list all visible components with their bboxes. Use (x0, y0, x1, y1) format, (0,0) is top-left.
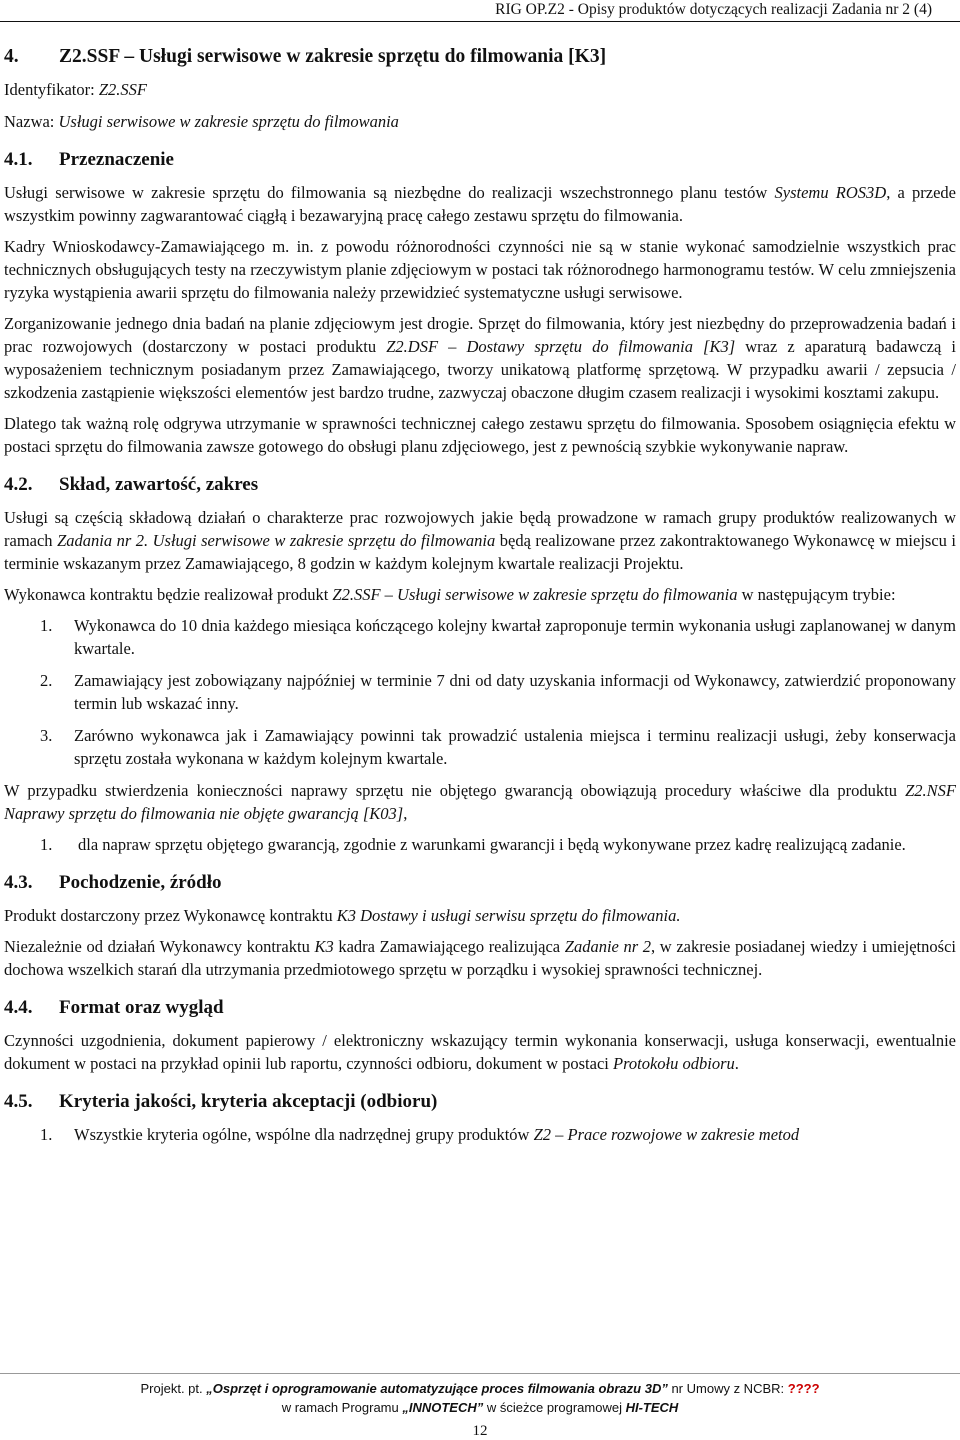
subsection-number: 4.4. (4, 997, 33, 1018)
text-run: będą realizowane przez zakontraktowanego Wykonawcę w miejscu i terminie wskazanym przez Zamawiającego, 8 godzin w każdym kolejnym kwartale realizacji Projektu. (4, 531, 956, 573)
list-item (4, 724, 956, 770)
subsection-title: Skład, zawartość, zakres (59, 474, 259, 495)
name-value: Usługi serwisowe w zakresie sprzętu do filmowania (58, 112, 399, 131)
paragraph (4, 935, 956, 981)
list-text: Wykonawca do 10 dnia każdego miesiąca kończącego kolejny kwartał zaproponuje termin wykonania usługi zaplanowanej w danym kwartale. (74, 616, 956, 658)
list-item (4, 614, 956, 660)
subsection-number: 4.1. (4, 149, 33, 170)
paragraph (4, 312, 956, 404)
text-run-italic: Zadania nr 2. Usługi serwisowe w zakresie sprzętu do filmowania (57, 531, 496, 550)
text-run: w następującym trybie: (737, 585, 896, 604)
paragraph (4, 506, 956, 575)
text-run-italic: Zadanie nr 2 (564, 937, 652, 956)
document-body (4, 44, 956, 1155)
text-run-italic: Z2.DSF – Dostawy sprzętu do filmowania [K3] (386, 337, 736, 356)
list-number: 1. (40, 616, 53, 635)
list-item (4, 833, 956, 856)
subsection-heading-4-2 (4, 472, 956, 498)
list-number: 2. (40, 671, 53, 690)
paragraph (4, 904, 956, 927)
subsection-heading-4-5 (4, 1089, 956, 1115)
text-run: . (734, 1054, 739, 1073)
text-run: Usługi są częścią składową działań o charakterze prac rozwojowych jakie będą prowadzone w ramach grupy produktów realizowanych w ramach (4, 508, 956, 550)
subsection-heading-4-3 (4, 870, 956, 896)
text-run: Projekt. pt. (140, 1381, 207, 1396)
text-run: Produkt dostarczony przez Wykonawcę kontraktu (4, 906, 337, 925)
footer-line-2 (0, 1398, 960, 1417)
text-run: nr Umowy z NCBR: (667, 1381, 788, 1396)
numbered-list (4, 614, 956, 770)
text-run: W przypadku stwierdzenia konieczności naprawy sprzętu nie objętego gwarancją obowiązują procedury właściwe dla produktu (4, 781, 906, 800)
contract-number: ???? (787, 1381, 820, 1396)
list-text: Zarówno wykonawca jak i Zamawiający powinni tak prowadzić ustalenia miejsca i terminu realizacji usługi, żeby konserwacja sprzętu została wykonana w każdym kolejnym kwartale. (74, 726, 956, 768)
project-title: „Osprzęt i oprogramowanie automatyzujące proces filmowania obrazu 3D” (206, 1381, 668, 1396)
text-run: , w zakresie posiadanej wiedzy i umiejętności dochowa wszelkich starań dla utrzymania przedmiotowego sprzętu w porządku i wysokiej sprawności technicznej. (4, 937, 956, 979)
text-run: w ścieżce programowej (483, 1400, 626, 1415)
page-footer (0, 1379, 960, 1417)
text-run-italic: K3 (314, 937, 334, 956)
subsection-number: 4.3. (4, 872, 33, 893)
name-label: Nazwa: (4, 112, 59, 131)
footer-rule (0, 1373, 960, 1374)
identifier-label: Identyfikator: (4, 80, 99, 99)
subsection-number: 4.2. (4, 474, 33, 495)
paragraph: Kadry Wnioskodawcy-Zamawiającego m. in. z powodu różnorodności czynności nie są w stanie wykonać samodzielnie wszystkich prac technicznych obsługujących testy na rzeczywistym planie zdjęciowym w postaci tak różnorodnego harmonogramu testów. W celu zmniejszenia ryzyka wystąpienia awarii sprzętu do filmowania należy przewidzieć systematyczne usługi serwisowe. (4, 237, 956, 302)
text-run: Czynności uzgodnienia, dokument papierowy / elektroniczny wskazujący termin wykonania konserwacji, usługa konserwacji, ewentualnie dokument w postaci na przykład opinii lub raportu, czynności odbioru, dokument w postaci (4, 1031, 956, 1073)
identifier-line (4, 78, 956, 101)
list-text: Zamawiający jest zobowiązany najpóźniej w terminie 7 dni od daty uzyskania informacji od Wykonawcy, zatwierdzić proponowany termin lub wskazać inny. (74, 671, 956, 713)
text-run-italic: Z2.SSF – Usługi serwisowe w zakresie sprzętu do filmowania (332, 585, 738, 604)
text-run-italic: Systemu ROS3D (774, 183, 887, 202)
list-text: Wszystkie kryteria ogólne, wspólne dla nadrzędnej grupy produktów (74, 1125, 534, 1144)
subsection-title: Pochodzenie, źródło (59, 872, 222, 893)
text-run: Niezależnie od działań Wykonawcy kontraktu (4, 937, 315, 956)
numbered-list (4, 833, 956, 856)
list-item (4, 1123, 956, 1146)
text-run-italic: K3 Dostawy i usługi serwisu sprzętu do filmowania. (336, 906, 681, 925)
page-number: 12 (472, 1423, 488, 1439)
paragraph: Dlatego tak ważną rolę odgrywa utrzymanie w sprawności technicznej całego zestawu sprzętu do filmowania. Sposobem osiągnięcia efektu w postaci sprzętu do filmowania zawsze gotowego do obsługi planu zdjęciowego, jest z pewnością szybkie wykonywanie napraw. (4, 414, 956, 456)
footer-line-1 (0, 1379, 960, 1398)
program-name: „INNOTECH” (402, 1400, 484, 1415)
text-run: Usługi serwisowe w zakresie sprzętu do filmowania są niezbędne do realizacji wszechstronnego planu testów (4, 183, 775, 202)
subsection-number: 4.5. (4, 1091, 33, 1112)
subsection-title: Format oraz wygląd (59, 997, 224, 1018)
list-item (4, 669, 956, 715)
running-header: RIG OP.Z2 - Opisy produktów dotyczących realizacji Zadania nr 2 (4) (495, 1, 932, 18)
text-run: w ramach Programu (281, 1400, 403, 1415)
paragraph (4, 1029, 956, 1075)
text-run: kadra Zamawiającego realizująca (333, 937, 565, 956)
section-title: Z2.SSF – Usługi serwisowe w zakresie sprzętu do filmowania [K3] (59, 46, 607, 67)
list-text-italic: Z2 – Prace rozwojowe w zakresie metod (533, 1125, 800, 1144)
header-rule (0, 21, 960, 22)
paragraph (4, 181, 956, 227)
text-run-italic: Z2.NSF Naprawy sprzętu do filmowania nie objęte gwarancją [K03] (4, 781, 956, 823)
text-run-italic: Protokołu odbioru (613, 1054, 735, 1073)
text-run: , a przede wszystkim powinny zagwarantować ciągłą i bezawaryjną pracę całego zestawu sprzętu do filmowania. (4, 183, 956, 225)
text-run: Zorganizowanie jednego dnia badań na planie zdjęciowym jest drogie. Sprzęt do filmowania, który jest niezbędny do przeprowadzenia badań i prac rozwojowych (dostarczony w postaci produktu (4, 314, 956, 356)
subsection-heading-4-4 (4, 995, 956, 1021)
subsection-title: Kryteria jakości, kryteria akceptacji (odbioru) (59, 1091, 438, 1112)
list-text: dla napraw sprzętu objętego gwarancją, zgodnie z warunkami gwarancji i będą wykonywane przez kadrę realizującą zadanie. (78, 835, 906, 854)
paragraph (4, 779, 956, 825)
section-number: 4. (4, 46, 19, 67)
text-run: Wykonawca kontraktu będzie realizował produkt (4, 585, 333, 604)
name-line (4, 110, 956, 133)
list-number: 3. (40, 726, 53, 745)
paragraph (4, 583, 956, 606)
section-heading (4, 44, 956, 70)
text-run: wraz z aparaturą badawczą i wyposażeniem technicznym posiadanym przez Zamawiającego, tworzy unikatową platformę sprzętową. W przypadku awarii / zepsucia / szkodzenia zastąpienie większości elementów jest bardzo trudne, zazwyczaj obaczone długim czasem realizacji i wysokimi kosztami zakupu. (4, 337, 956, 402)
numbered-list (4, 1123, 956, 1146)
identifier-value: Z2.SSF (98, 80, 147, 99)
subsection-title: Przeznaczenie (59, 149, 174, 170)
program-path: HI-TECH (625, 1400, 679, 1415)
list-number: 1. (40, 1125, 53, 1144)
subsection-heading-4-1 (4, 147, 956, 173)
list-number: 1. (40, 835, 53, 854)
text-run: , (403, 804, 408, 823)
